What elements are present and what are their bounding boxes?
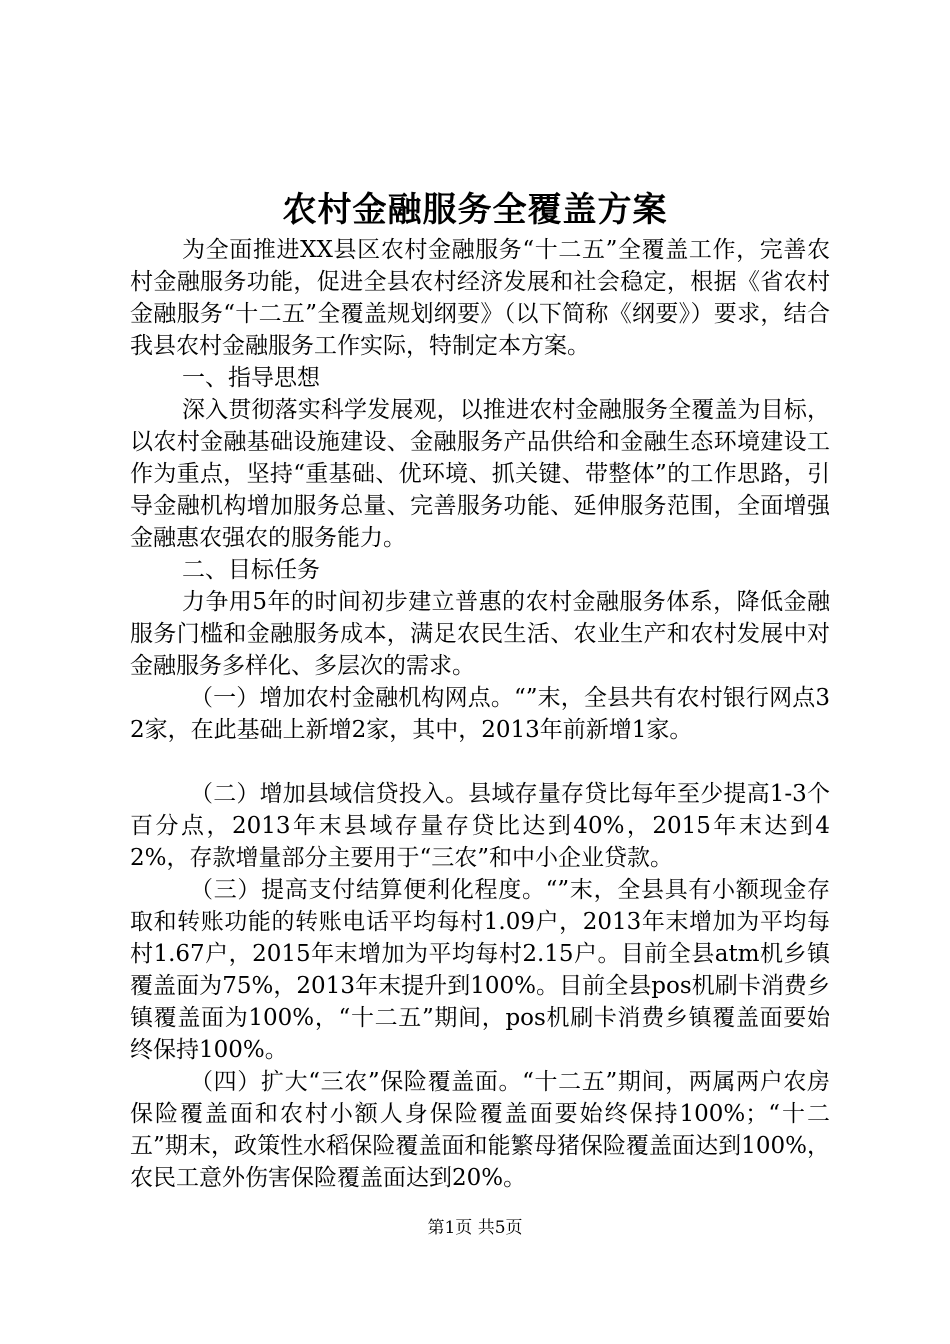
guiding-thought-paragraph: 深入贯彻落实科学发展观，以推进农村金融服务全覆盖为目标，以农村金融基础设施建设、金融服务产品供给和金融生态环境建设工作为重点，坚持“重基础、优环境、抓关键、带整体”的工作思路，引导金融机构增加服务总量、完善服务功能、延伸服务范围，全面增强金融惠农强农的服务能力。 bbox=[130, 397, 830, 551]
intro-paragraph: 为全面推进XX县区农村金融服务“十二五”全覆盖工作，完善农村金融服务功能，促进全县农村经济发展和社会稳定，根据《省农村金融服务“十二五”全覆盖规划纲要》（以下简称《纲要》）要求，结合我县农村金融服务工作实际，特制定本方案。 bbox=[130, 237, 830, 359]
section-heading-guiding-thought: 一、指导思想 bbox=[182, 365, 320, 391]
page-number: 第1页 共5页 bbox=[427, 1218, 523, 1238]
goals-paragraph: 力争用5年的时间初步建立普惠的农村金融服务体系，降低金融服务门槛和金融服务成本，满足农民生活、农业生产和农村发展中对金融服务多样化、多层次的需求。 bbox=[130, 589, 830, 679]
section-heading-goals: 二、目标任务 bbox=[182, 557, 320, 583]
goal-item-3: （三）提高支付结算便利化程度。“”末，全县具有小额现金存取和转账功能的转账电话平均每村1.09户，2013年末增加为平均每村1.67户，2015年末增加为平均每村2.15户。目前全县atm机乡镇覆盖面为75%，2013年末提升到100%。目前全县pos机刷卡消费乡镇覆盖面为100%，“十二五”期间，pos机刷卡消费乡镇覆盖面要始终保持100%。 bbox=[130, 877, 830, 1063]
goal-item-1: （一）增加农村金融机构网点。“”末，全县共有农村银行网点32家，在此基础上新增2家，其中，2013年前新增1家。 bbox=[130, 685, 830, 743]
goal-item-4: （四）扩大“三农”保险覆盖面。“十二五”期间，两属两户农房保险覆盖面和农村小额人身保险覆盖面要始终保持100%；“十二五”期末，政策性水稻保险覆盖面和能繁母猪保险覆盖面达到100%，农民工意外伤害保险覆盖面达到20%。 bbox=[130, 1069, 830, 1191]
document-body bbox=[130, 234, 830, 1194]
document-title: 农村金融服务全覆盖方案 bbox=[282, 190, 668, 230]
paragraph-spacer bbox=[130, 746, 830, 778]
goal-item-2: （二）增加县域信贷投入。县域存量存贷比每年至少提高1-3个百分点，2013年末县域存量存贷比达到40%，2015年末达到42%，存款增量部分主要用于“三农”和中小企业贷款。 bbox=[130, 781, 830, 871]
